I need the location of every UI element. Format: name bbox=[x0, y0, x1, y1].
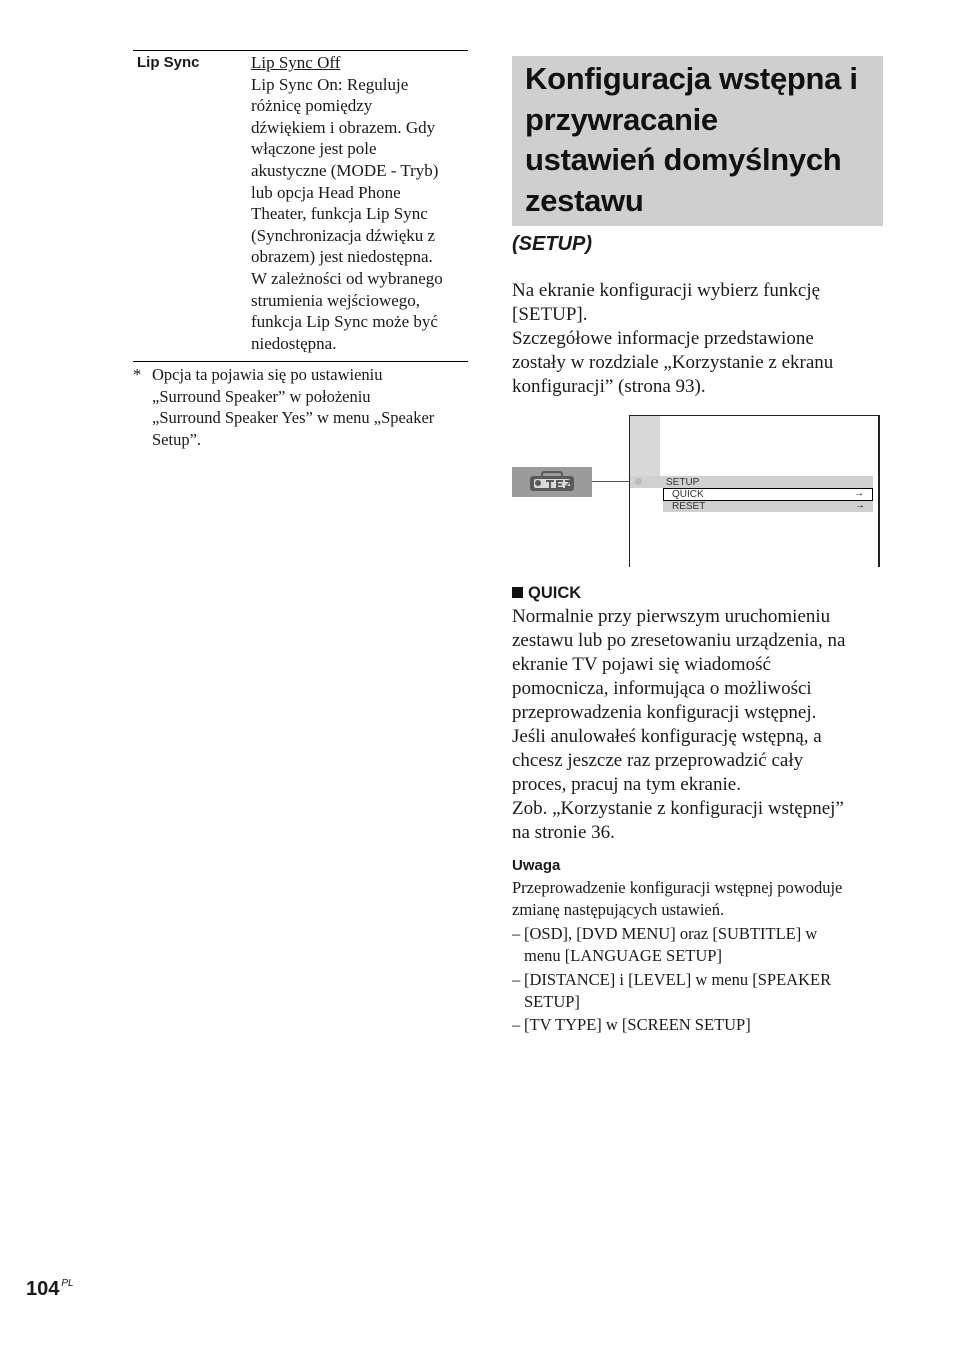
option-line: W zależności od wybranego bbox=[251, 268, 443, 288]
option-line: różnicę pomiędzy bbox=[251, 96, 373, 116]
quick-line: Jeśli anulowałeś konfigurację wstępną, a bbox=[512, 726, 822, 747]
footnote-mark: * bbox=[133, 365, 142, 384]
intro-line: Na ekranie konfiguracji wybierz funkcję bbox=[512, 280, 821, 301]
list-item bbox=[512, 1014, 884, 1036]
quick-line: na stronie 36. bbox=[512, 822, 615, 843]
section-title-line: Konfiguracja wstępna i bbox=[525, 61, 858, 96]
option-line: niedostępna. bbox=[251, 333, 337, 353]
setup-toolbox-icon bbox=[512, 467, 592, 497]
intro-line: konfiguracji” (strona 93). bbox=[512, 376, 706, 397]
black-square-bullet-icon bbox=[512, 587, 523, 598]
option-line: włączone jest pole bbox=[251, 139, 377, 159]
quick-line: Normalnie przy pierwszym uruchomieniu bbox=[512, 606, 831, 627]
option-lip-sync-off: Lip Sync Off bbox=[251, 53, 341, 72]
option-line: (Synchronizacja dźwięku z bbox=[251, 225, 436, 245]
setting-label-lip-sync: Lip Sync bbox=[137, 54, 200, 71]
intro-line: zostały w rozdziale „Korzystanie z ekranu bbox=[512, 352, 834, 373]
option-line: akustyczne (MODE - Tryb) bbox=[251, 160, 439, 180]
arrow-right-icon: → bbox=[854, 488, 864, 499]
list-item-line: SETUP] bbox=[524, 991, 580, 1011]
quick-line: ekranie TV pojawi się wiadomość bbox=[512, 654, 771, 675]
section-subtitle: (SETUP) bbox=[512, 233, 592, 255]
page-number-value: 104 bbox=[26, 1278, 60, 1300]
setup-screen-illustration bbox=[629, 415, 880, 567]
note-line: zmianę następujących ustawień. bbox=[512, 899, 725, 919]
list-item bbox=[512, 969, 884, 1013]
footnote-line: Setup”. bbox=[152, 429, 202, 449]
menu-item-reset[interactable] bbox=[663, 501, 873, 512]
table-bottom-rule bbox=[133, 361, 468, 362]
footnote-line: „Surround Speaker” w położeniu bbox=[152, 386, 371, 406]
menu-item-label: QUICK bbox=[672, 489, 704, 500]
option-line: Theater, funkcja Lip Sync bbox=[251, 204, 428, 224]
note-heading: Uwaga bbox=[512, 857, 561, 874]
page-number bbox=[26, 1278, 74, 1301]
intro-line: [SETUP]. bbox=[512, 304, 588, 325]
quick-line: Zob. „Korzystanie z konfiguracji wstępnej” bbox=[512, 798, 844, 819]
note-paragraph bbox=[512, 877, 884, 920]
section-title-box bbox=[512, 56, 883, 226]
lip-sync-options bbox=[251, 52, 466, 354]
list-dash: – bbox=[512, 1015, 521, 1034]
section-title-line: zestawu bbox=[525, 183, 644, 218]
screen-frame bbox=[629, 415, 880, 416]
quick-line: zestawu lub po zresetowaniu urządzenia, na bbox=[512, 630, 846, 651]
list-item bbox=[512, 923, 884, 967]
option-line: Lip Sync On: Reguluje bbox=[251, 74, 409, 94]
table-top-rule bbox=[133, 50, 468, 51]
page-language-suffix: PL bbox=[61, 1278, 74, 1289]
menu-item-label: RESET bbox=[672, 501, 706, 512]
quick-paragraph bbox=[512, 605, 884, 845]
callout-line bbox=[592, 481, 630, 482]
selected-icon-marker bbox=[635, 478, 642, 485]
list-dash: – bbox=[512, 969, 521, 989]
option-line: lub opcja Head Phone bbox=[251, 182, 401, 202]
footnote-line: „Surround Speaker Yes” w menu „Speaker bbox=[152, 408, 435, 428]
list-item-line: [DISTANCE] i [LEVEL] w menu [SPEAKER bbox=[524, 969, 832, 989]
list-item-line: [OSD], [DVD MENU] oraz [SUBTITLE] w bbox=[524, 924, 818, 943]
list-item-line: [TV TYPE] w [SCREEN SETUP] bbox=[524, 1015, 751, 1034]
note-line: Przeprowadzenie konfiguracji wstępnej powoduje bbox=[512, 878, 843, 897]
option-line: obrazem) jest niedostępna. bbox=[251, 247, 433, 267]
footnote-line: Opcja ta pojawia się po ustawieniu bbox=[152, 365, 383, 384]
quick-heading-text: QUICK bbox=[528, 584, 582, 602]
intro-paragraph bbox=[512, 279, 884, 399]
note-list bbox=[512, 923, 884, 1038]
quick-line: przeprowadzenia konfiguracji wstępnej. bbox=[512, 702, 817, 723]
list-dash: – bbox=[512, 924, 521, 943]
quick-line: chcesz jeszcze raz przeprowadzić cały bbox=[512, 750, 804, 771]
section-title-line: przywracanie bbox=[525, 102, 718, 137]
option-line: dźwiękiem i obrazem. Gdy bbox=[251, 117, 436, 137]
option-line: strumienia wejściowego, bbox=[251, 290, 421, 310]
menu-item-quick[interactable] bbox=[663, 488, 873, 501]
option-line: funkcja Lip Sync może być bbox=[251, 312, 438, 332]
screen-frame bbox=[878, 415, 880, 567]
arrow-right-icon: → bbox=[855, 500, 865, 511]
list-item-line: menu [LANGUAGE SETUP] bbox=[524, 946, 722, 965]
quick-line: proces, pracuj na tym ekranie. bbox=[512, 774, 741, 795]
quick-heading bbox=[512, 584, 581, 603]
section-title-line: ustawień domyślnych bbox=[525, 142, 842, 177]
intro-line: Szczegółowe informacje przedstawione bbox=[512, 328, 814, 349]
quick-line: pomocnicza, informująca o możliwości bbox=[512, 678, 812, 699]
setup-menu-title: SETUP bbox=[666, 477, 700, 488]
